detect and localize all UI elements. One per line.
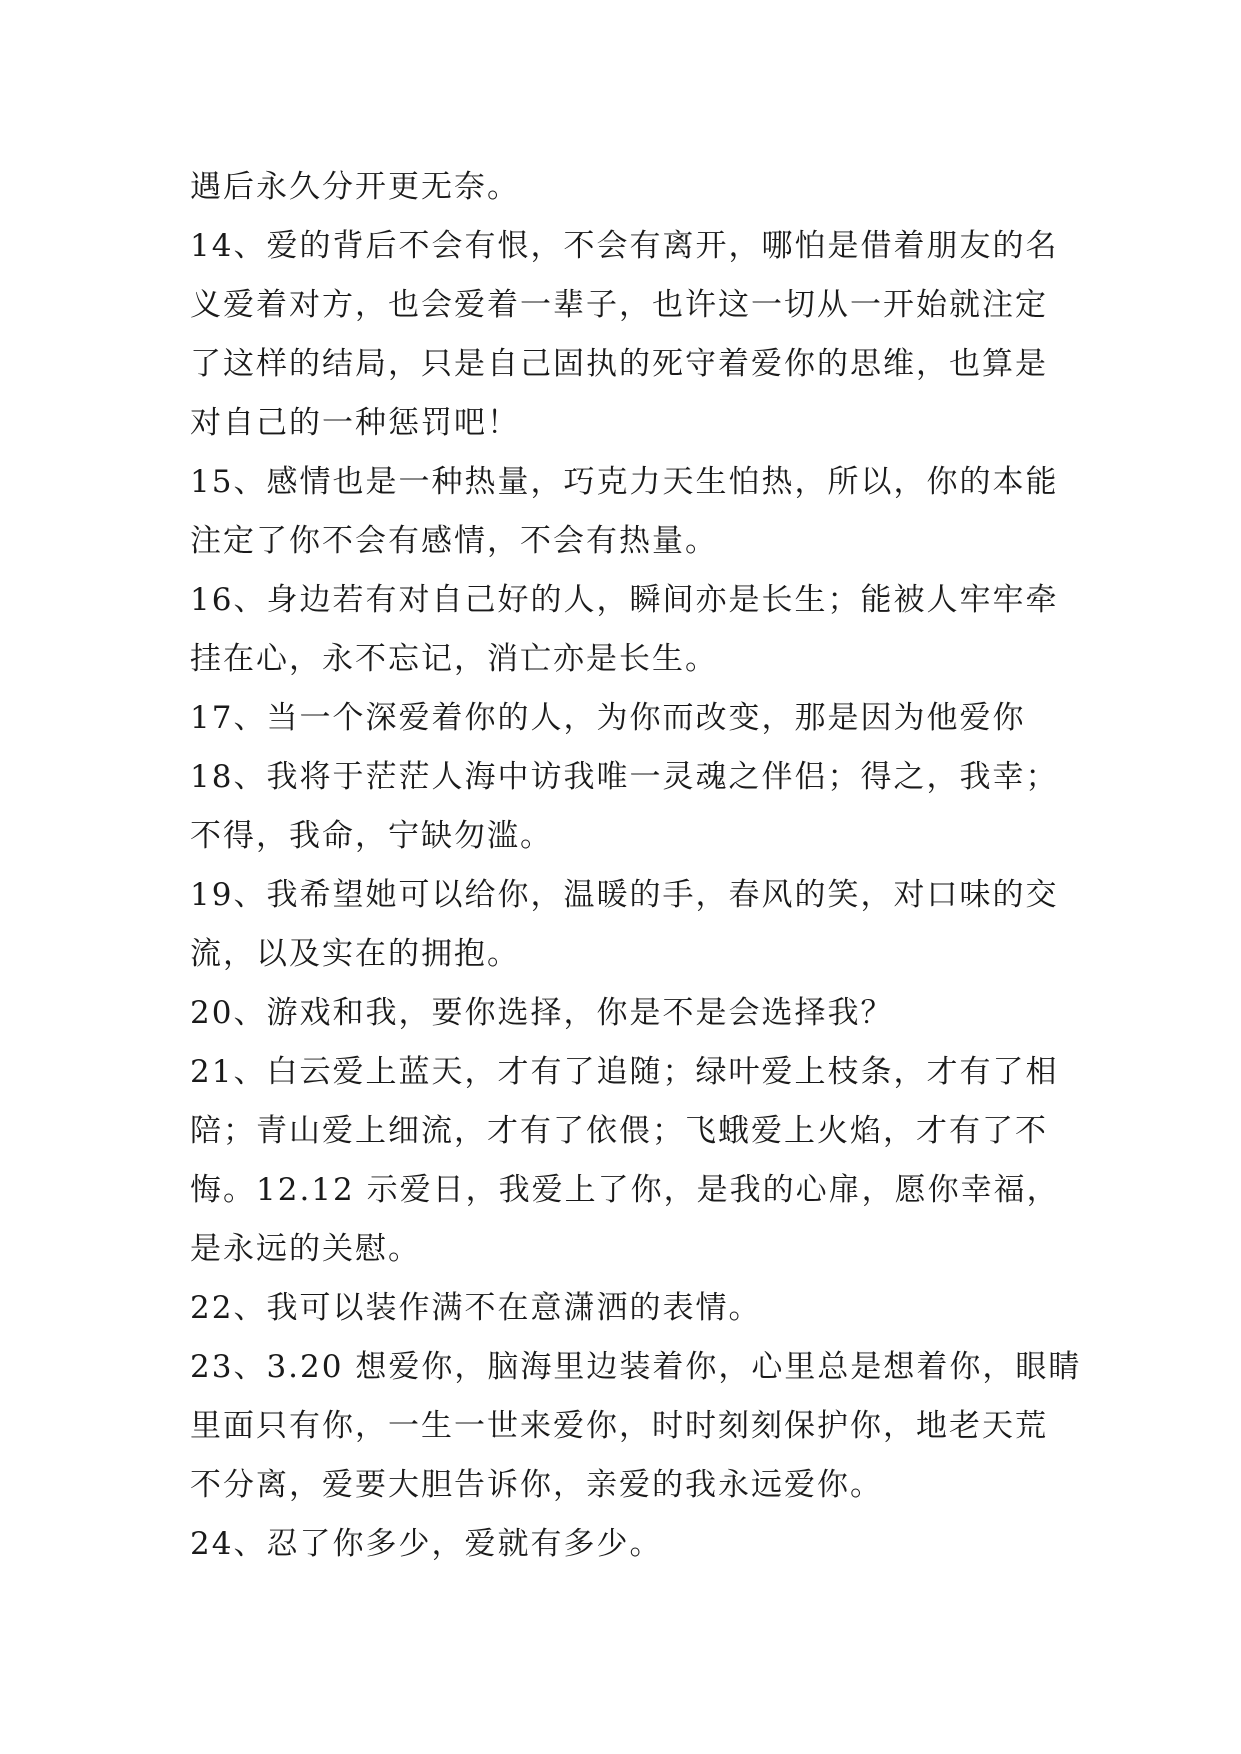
text-line: 悔。12.12 示爱日，我爱上了你，是我的心扉，愿你幸福，: [190, 1172, 1060, 1208]
text-line: 16、身边若有对自己好的人，瞬间亦是长生；能被人牢牢牵: [190, 582, 1059, 618]
text-line: 19、我希望她可以给你，温暖的手，春风的笑，对口味的交: [190, 877, 1059, 913]
text-line: 对自己的一种惩罚吧！: [190, 405, 520, 441]
text-line: 21、白云爱上蓝天，才有了追随；绿叶爱上枝条，才有了相: [190, 1054, 1059, 1090]
text-line: 20、游戏和我，要你选择，你是不是会选择我？: [190, 995, 894, 1031]
text-line: 24、忍了你多少，爱就有多少。: [190, 1526, 663, 1562]
text-line: 是永远的关慰。: [190, 1231, 421, 1267]
text-line: 了这样的结局，只是自己固执的死守着爱你的思维，也算是: [190, 346, 1048, 382]
text-line: 流，以及实在的拥抱。: [190, 936, 520, 972]
text-line: 遇后永久分开更无奈。: [190, 169, 520, 205]
text-line: 14、爱的背后不会有恨，不会有离开，哪怕是借着朋友的名: [190, 228, 1059, 264]
body-text: [190, 158, 1082, 1574]
text-line: 注定了你不会有感情，不会有热量。: [190, 523, 718, 559]
text-line: 挂在心，永不忘记，消亡亦是长生。: [190, 641, 718, 677]
text-line: 里面只有你，一生一世来爱你，时时刻刻保护你，地老天荒: [190, 1408, 1048, 1444]
text-line: 陪；青山爱上细流，才有了依偎；飞蛾爱上火焰，才有了不: [190, 1113, 1048, 1149]
text-line: 17、当一个深爱着你的人，为你而改变，那是因为他爱你: [190, 700, 1026, 736]
text-line: 不分离，爱要大胆告诉你，亲爱的我永远爱你。: [190, 1467, 883, 1503]
text-line: 23、3.20 想爱你，脑海里边装着你，心里总是想着你，眼睛: [190, 1349, 1082, 1385]
text-line: 15、感情也是一种热量，巧克力天生怕热，所以，你的本能: [190, 464, 1059, 500]
text-line: 22、我可以装作满不在意潇洒的表情。: [190, 1290, 762, 1326]
text-line: 不得，我命，宁缺勿滥。: [190, 818, 553, 854]
text-line: 义爱着对方，也会爱着一辈子，也许这一切从一开始就注定: [190, 287, 1048, 323]
text-line: 18、我将于茫茫人海中访我唯一灵魂之伴侣；得之，我幸；: [190, 759, 1059, 795]
